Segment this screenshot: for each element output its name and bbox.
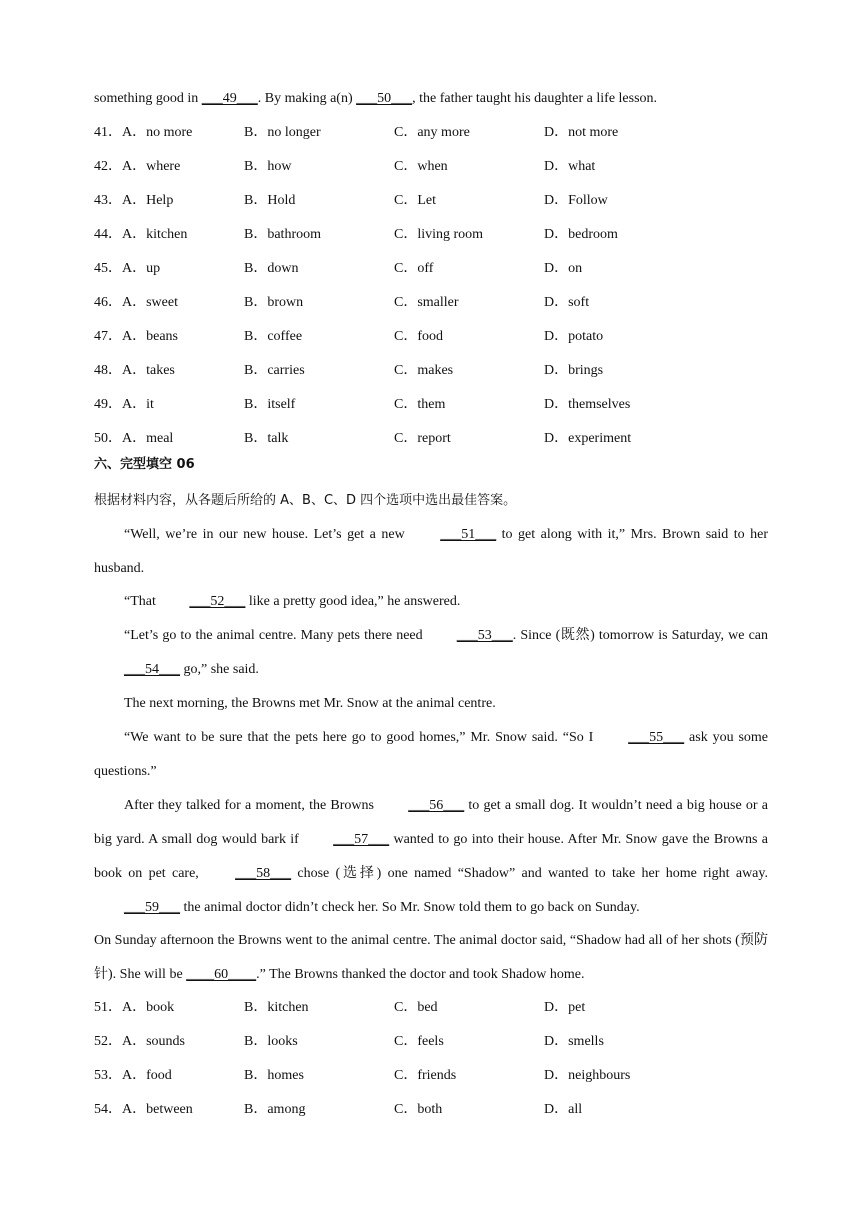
option-b: B．looks [244, 1034, 298, 1049]
section-title: 六、完型填空 06 [94, 457, 195, 472]
section-instruction: 根据材料内容，从各题后所给的 A、B、C、D 四个选项中选出最佳答案。 [94, 493, 517, 508]
question-51 [94, 999, 774, 1017]
option-b: B．no longer [244, 125, 321, 140]
option-a: 50．A．meal [94, 431, 174, 446]
blank-59: ___59___ [124, 900, 180, 915]
question-41 [94, 124, 774, 142]
option-d: D．Follow [544, 193, 608, 208]
passage-paragraph-5 [94, 721, 768, 789]
paragraph-text: “We want to be sure that the pets here go to good homes,” Mr. Snow said. “So I [124, 730, 599, 745]
paragraph-text: to get a small dog. It wouldn’t need a big house or a big yard. A small dog would bark if [94, 798, 768, 847]
option-a: 48．A．takes [94, 363, 175, 378]
option-b: B．kitchen [244, 1000, 309, 1015]
question-54 [94, 1101, 774, 1119]
option-b: B．coffee [244, 329, 303, 344]
question-44 [94, 226, 774, 244]
paragraph-text: the animal doctor didn’t check her. So Mr. Snow told them to go back on Sunday. [180, 900, 640, 915]
option-a: 43．A．Help [94, 193, 174, 208]
question-45 [94, 260, 774, 278]
blank-57: ___57___ [333, 832, 390, 847]
option-c: C．feels [394, 1034, 444, 1049]
option-c: C．off [394, 261, 434, 276]
option-a: 47．A．beans [94, 329, 178, 344]
blank-58: ___58___ [235, 866, 292, 881]
option-c: C．when [394, 159, 448, 174]
paragraph-text: chose (选择) one named “Shadow” and wanted to take her home right away. [291, 866, 768, 881]
blank-56: ___56___ [408, 798, 465, 813]
blank-60: ____60____ [186, 967, 257, 982]
paragraph-text: wanted to go into their house. After Mr. Snow gave the Browns a book on pet care, [94, 832, 768, 881]
blank-55: ___55___ [628, 730, 685, 745]
option-c: C．food [394, 329, 443, 344]
option-b: B．bathroom [244, 227, 321, 242]
paragraph-text: to get along with it,” Mrs. Brown said to her husband. [94, 527, 768, 576]
option-a: 49．A．it [94, 397, 154, 412]
question-42 [94, 158, 774, 176]
option-d: D．themselves [544, 397, 631, 412]
blank-52: ___52___ [189, 594, 246, 609]
paragraph-text: “Well, we’re in our new house. Let’s get a new [124, 527, 411, 542]
option-b: B．carries [244, 363, 305, 378]
option-d: D．soft [544, 295, 590, 310]
option-c: C．bed [394, 1000, 438, 1015]
option-b: B．down [244, 261, 299, 276]
blank-50: ___50___ [356, 91, 413, 106]
paragraph-text: After they talked for a moment, the Browns [124, 798, 379, 813]
question-52 [94, 1033, 774, 1051]
option-c: C．makes [394, 363, 454, 378]
option-c: C．any more [394, 125, 470, 140]
option-a: 45．A．up [94, 261, 161, 276]
blank-49: ___49___ [201, 91, 258, 106]
paragraph-text: . Since (既然) tomorrow is Saturday, we can [512, 628, 768, 643]
option-c: C．them [394, 397, 446, 412]
option-c: C．friends [394, 1068, 457, 1083]
passage-paragraph-6 [94, 789, 768, 925]
option-a: 46．A．sweet [94, 295, 178, 310]
paragraph-text: On Sunday afternoon the Browns went to the animal centre. The animal doctor said, “Shadow had all of her shots (预防针). She will be [94, 933, 768, 982]
question-43 [94, 192, 774, 210]
passage-paragraph-2 [94, 585, 768, 619]
passage-paragraph-7 [94, 924, 768, 992]
blank-51: ___51___ [440, 527, 497, 542]
sentence-text: , the father taught his daughter a life lesson. [412, 91, 658, 106]
option-b: B．among [244, 1102, 306, 1117]
option-d: D．on [544, 261, 583, 276]
passage-paragraph-3 [94, 619, 768, 687]
paragraph-text: ask you some questions.” [94, 730, 768, 779]
paragraph-text: .” The Browns thanked the doctor and took Shadow home. [256, 967, 585, 982]
option-a: 42．A．where [94, 159, 181, 174]
option-d: D．what [544, 159, 596, 174]
passage-end-sentence [94, 90, 657, 108]
option-c: C．smaller [394, 295, 459, 310]
blank-53: ___53___ [456, 628, 513, 643]
question-49 [94, 396, 774, 414]
option-d: D．smells [544, 1034, 604, 1049]
question-53 [94, 1067, 774, 1085]
option-b: B．brown [244, 295, 304, 310]
question-47 [94, 328, 774, 346]
option-c: C．report [394, 431, 451, 446]
option-c: C．Let [394, 193, 436, 208]
option-a: 44．A．kitchen [94, 227, 188, 242]
option-b: B．how [244, 159, 292, 174]
paragraph-text: go,” she said. [180, 662, 259, 677]
option-d: D．potato [544, 329, 604, 344]
question-50 [94, 430, 774, 448]
option-d: D．brings [544, 363, 604, 378]
paragraph-text: like a pretty good idea,” he answered. [245, 594, 461, 609]
paragraph-text: “Let’s go to the animal centre. Many pets there need [124, 628, 427, 643]
option-d: D．all [544, 1102, 583, 1117]
option-d: D．not more [544, 125, 619, 140]
option-b: B．homes [244, 1068, 304, 1083]
passage-paragraph-4 [94, 687, 768, 721]
paragraph-text: The next morning, the Browns met Mr. Snow at the animal centre. [124, 696, 496, 711]
option-b: B．Hold [244, 193, 296, 208]
option-d: D．experiment [544, 431, 632, 446]
question-48 [94, 362, 774, 380]
option-a: 52．A．sounds [94, 1034, 186, 1049]
option-b: B．itself [244, 397, 296, 412]
option-a: 53．A．food [94, 1068, 172, 1083]
option-a: 54．A．between [94, 1102, 193, 1117]
option-c: C．both [394, 1102, 443, 1117]
option-a: 51．A．book [94, 1000, 175, 1015]
sentence-text: something good in [94, 91, 202, 106]
paragraph-text: “That [124, 594, 160, 609]
option-b: B．talk [244, 431, 289, 446]
blank-54: ___54___ [124, 662, 180, 677]
question-46 [94, 294, 774, 312]
sentence-text: . By making a(n) [257, 91, 357, 106]
option-c: C．living room [394, 227, 484, 242]
option-a: 41．A．no more [94, 125, 193, 140]
passage-paragraph-1 [94, 526, 768, 586]
option-d: D．bedroom [544, 227, 618, 242]
option-d: D．neighbours [544, 1068, 631, 1083]
option-d: D．pet [544, 1000, 586, 1015]
